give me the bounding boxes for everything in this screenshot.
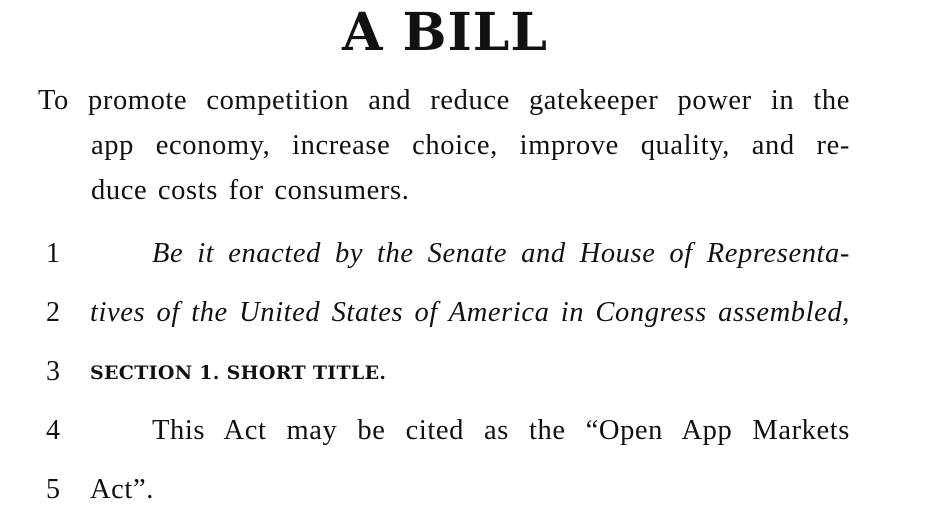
- line-number: 1: [46, 238, 60, 269]
- bill-line: [0, 348, 940, 407]
- enacting-clause-line-2: tives of the United States of America in Congress assembled,: [90, 297, 850, 328]
- purpose-line-1: To promote competition and reduce gatekeeper power in the: [38, 85, 850, 116]
- enacting-clause-line-1: Be it enacted by the Senate and House of Representa-: [152, 238, 850, 269]
- purpose-line-3: duce costs for consumers.: [91, 175, 410, 206]
- bill-line: [0, 230, 940, 289]
- bill-purpose: [38, 78, 850, 213]
- bill-body: [0, 230, 940, 525]
- short-title-line-1: This Act may be cited as the “Open App Markets: [152, 415, 850, 446]
- bill-heading: A BILL: [342, 2, 548, 63]
- line-number: 2: [46, 297, 60, 328]
- bill-line: [0, 466, 940, 525]
- purpose-line-2: app economy, increase choice, improve quality, and re-: [91, 130, 850, 161]
- bill-line: [0, 289, 940, 348]
- line-number: 3: [46, 356, 60, 387]
- bill-line: [0, 407, 940, 466]
- short-title-line-2: Act”.: [90, 474, 154, 505]
- line-number: 4: [46, 415, 60, 446]
- line-number: 5: [46, 474, 60, 505]
- section-heading: SECTION 1. SHORT TITLE.: [90, 362, 387, 384]
